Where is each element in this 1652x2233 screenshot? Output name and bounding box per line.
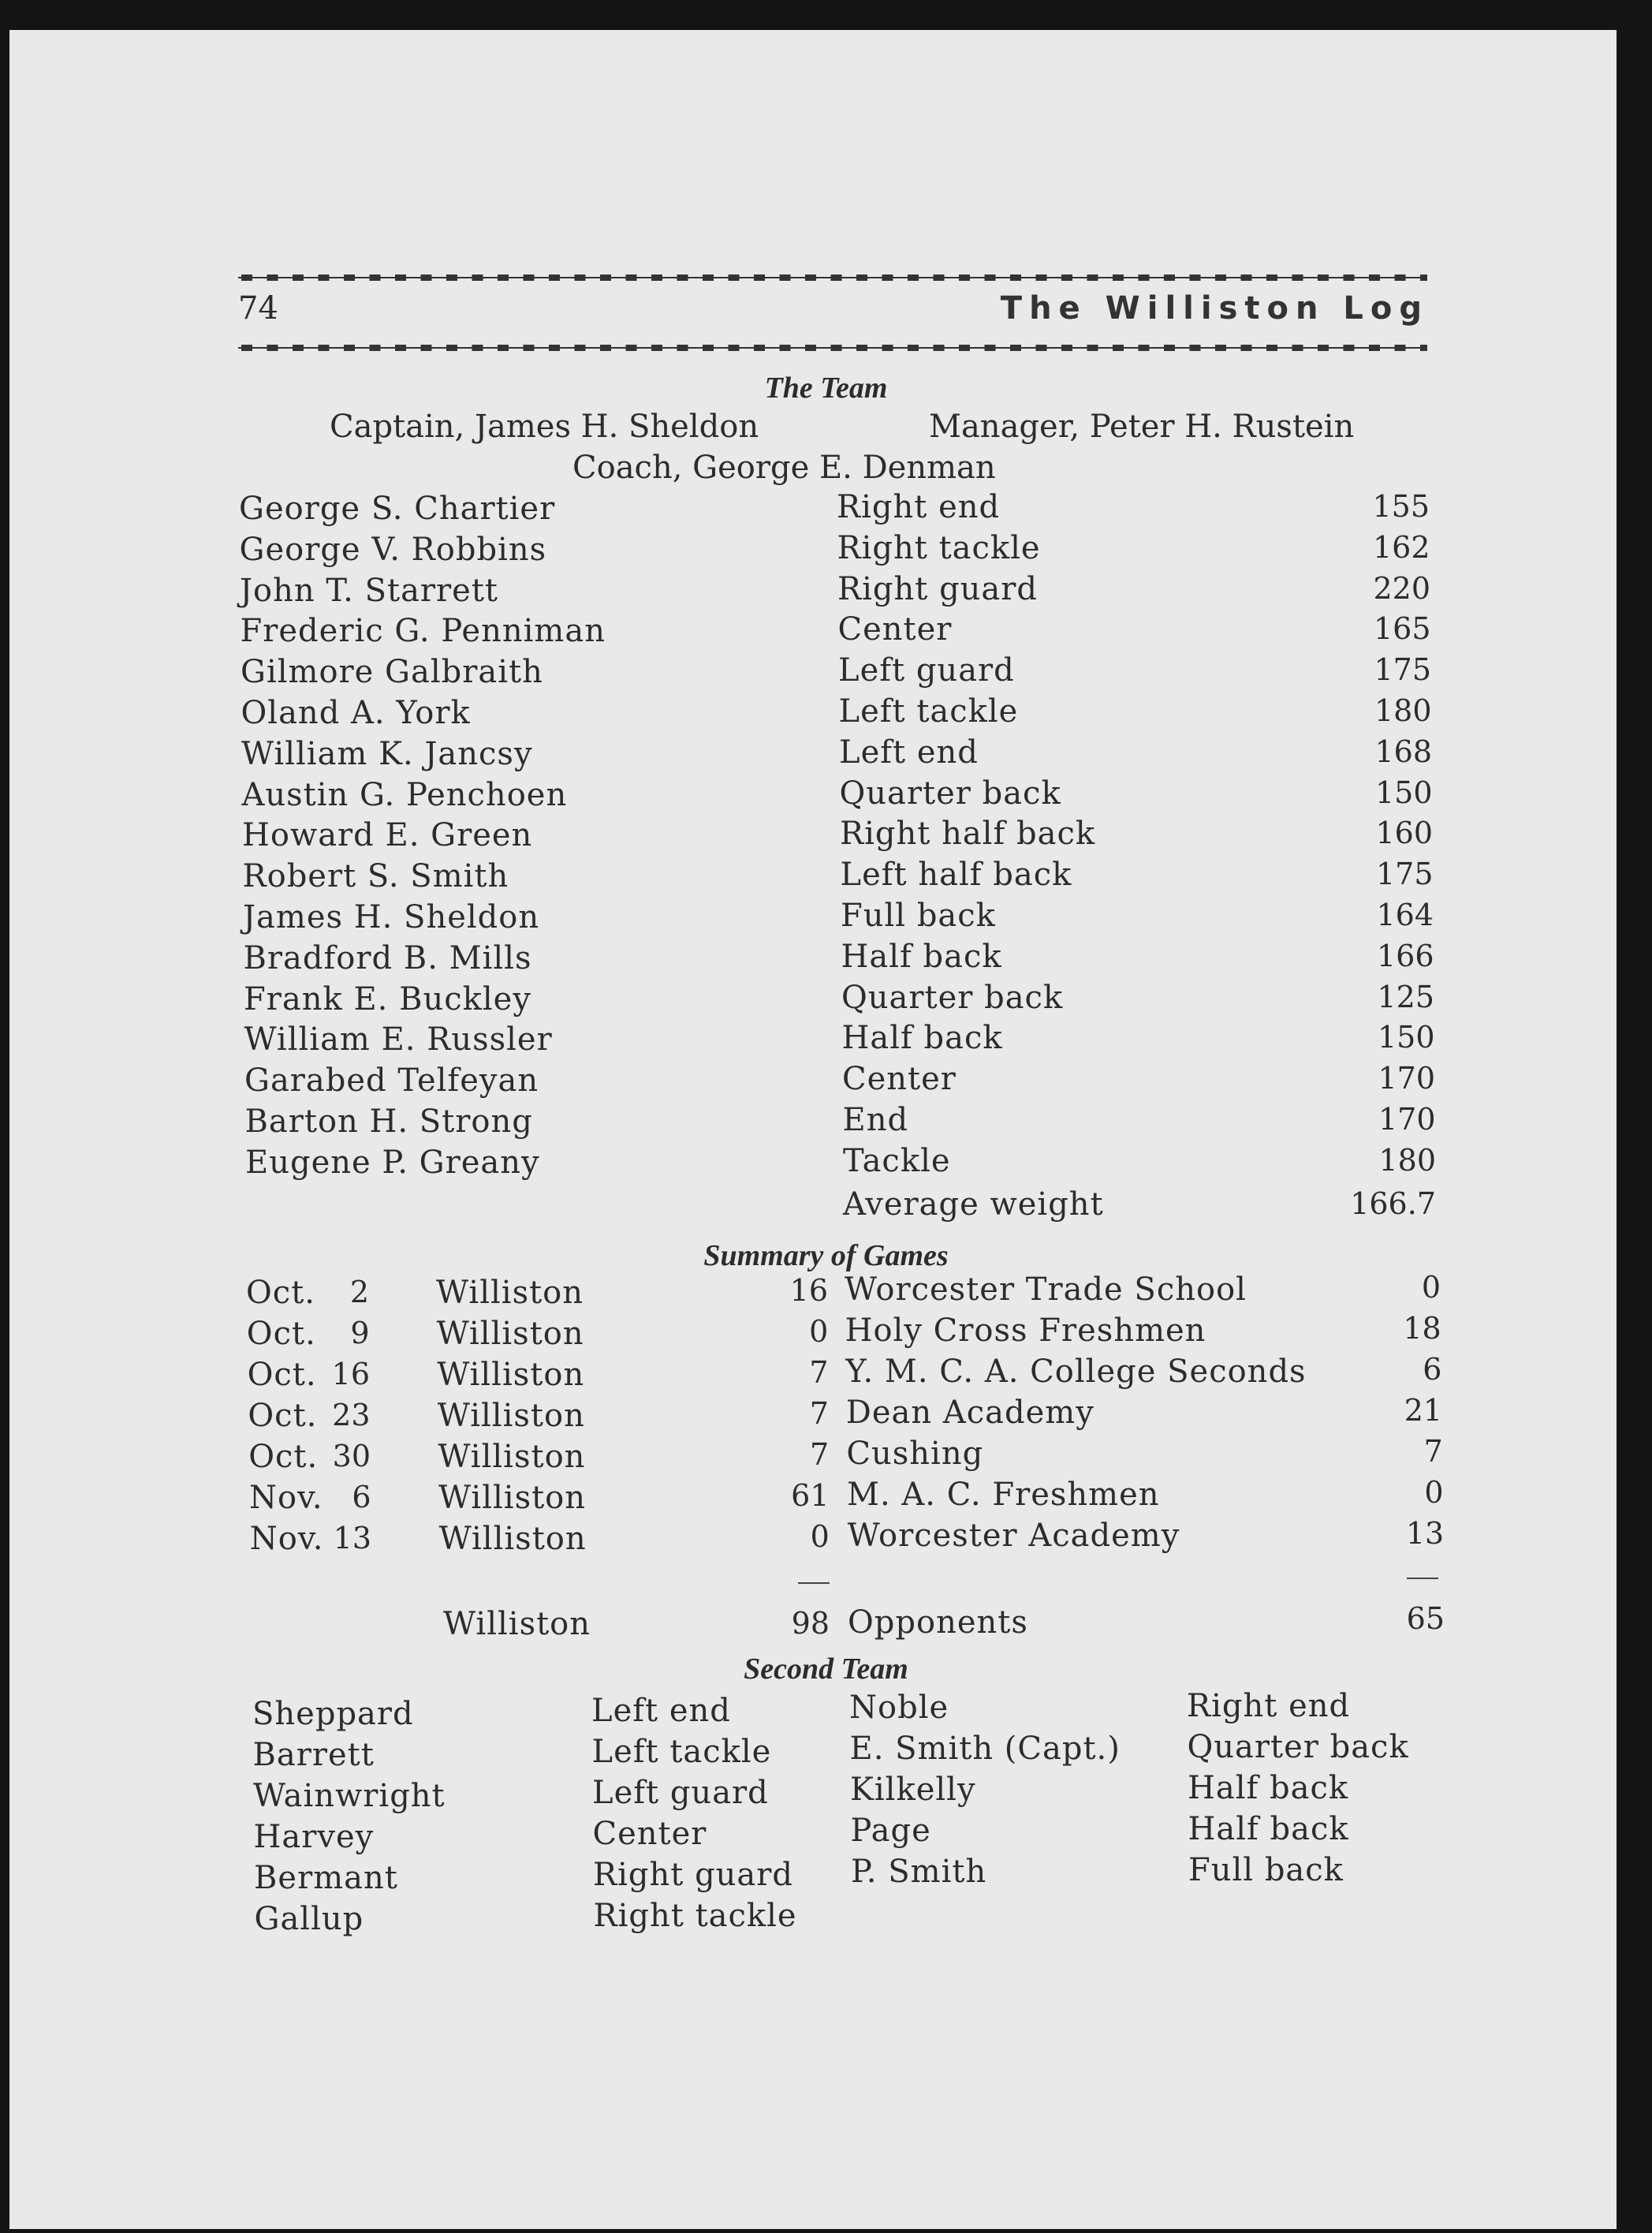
game-day: 30 <box>332 1439 371 1473</box>
game-day: 6 <box>352 1480 371 1514</box>
rule-link <box>1010 274 1021 281</box>
roster-name: Howard E. Green <box>242 817 533 854</box>
rule-link <box>703 345 714 351</box>
game-opponent: Dean Academy <box>845 1395 1094 1431</box>
rule-link <box>1344 274 1355 281</box>
rule-link <box>524 274 535 281</box>
coach-line: Coach, George E. Denman <box>572 450 996 486</box>
second-team-name: Noble <box>849 1690 949 1726</box>
game-opponent: Y. M. C. A. College Seconds <box>845 1354 1307 1390</box>
game-opponent: Cushing <box>846 1436 984 1472</box>
second-team-name: Harvey <box>253 1819 375 1855</box>
chain-rule-graphic <box>238 345 1427 351</box>
game-score: 7 <box>810 1437 830 1472</box>
rule-link <box>549 274 560 281</box>
rule-link <box>1292 345 1303 351</box>
rule-link <box>677 345 688 351</box>
game-team: Williston <box>437 1357 585 1393</box>
roster-weight: 180 <box>1378 1142 1436 1178</box>
rule-link <box>1087 274 1098 281</box>
roster-position: Right end <box>837 489 1001 525</box>
page-number: 74 <box>238 290 278 327</box>
rule-link <box>1318 274 1329 281</box>
roster-weight: 175 <box>1374 652 1431 688</box>
roster-weight: 175 <box>1375 857 1434 892</box>
roster-name: Robert S. Smith <box>242 858 509 895</box>
rule-link <box>856 274 867 281</box>
game-opp-score: 6 <box>1423 1352 1442 1387</box>
rule-link <box>421 345 432 351</box>
rule-link <box>1215 345 1226 351</box>
second-team-name: P. Smith <box>851 1854 987 1890</box>
total-opp-score: 65 <box>1406 1601 1445 1636</box>
roster-weight: 150 <box>1377 1020 1435 1055</box>
game-score: 0 <box>809 1314 829 1349</box>
game-opponent: M. A. C. Freshmen <box>847 1477 1160 1513</box>
rule-link <box>524 345 535 351</box>
rule-link <box>1215 274 1226 281</box>
rule-link <box>780 345 791 351</box>
rule-link <box>1369 274 1380 281</box>
rule-link <box>626 345 637 351</box>
rule-link <box>1344 345 1355 351</box>
rule-link <box>959 345 970 351</box>
rule-link <box>882 274 893 281</box>
summary-title: Summary of Games <box>703 1239 949 1272</box>
game-day: 2 <box>349 1275 369 1309</box>
game-month: Nov. <box>249 1521 324 1557</box>
game-month: Oct. <box>246 1275 315 1311</box>
rule-link <box>549 345 560 351</box>
roster-position: Left end <box>839 734 979 771</box>
roster-position: Right half back <box>840 816 1096 853</box>
game-score: 7 <box>809 1396 829 1431</box>
game-team: Williston <box>438 1439 586 1475</box>
roster-weight: 125 <box>1377 979 1434 1014</box>
rule-link <box>293 274 304 281</box>
page-header <box>238 290 1429 338</box>
roster-name: Oland A. York <box>241 695 471 731</box>
rule-link <box>395 274 406 281</box>
rule-link <box>1266 274 1277 281</box>
roster-weight: 166 <box>1376 938 1434 973</box>
roster-weight: 155 <box>1372 489 1430 524</box>
roster-position: Left tackle <box>838 693 1019 730</box>
game-opp-score: 7 <box>1423 1434 1443 1469</box>
average-weight-label: Average weight <box>843 1186 1104 1223</box>
roster-name: William E. Russler <box>244 1021 553 1059</box>
second-team-position: Center <box>592 1816 707 1852</box>
rule-link <box>600 345 611 351</box>
game-month: Oct. <box>247 1357 317 1393</box>
rule-link <box>934 274 945 281</box>
rule-link <box>1036 345 1047 351</box>
rule-link <box>498 345 509 351</box>
roster-name: Garabed Telfeyan <box>244 1062 539 1100</box>
rule-link <box>498 274 509 281</box>
rule-link <box>241 345 252 351</box>
rule-link <box>575 345 586 351</box>
rule-link <box>651 345 662 351</box>
rule-link <box>1395 274 1406 281</box>
rule-link <box>1113 274 1124 281</box>
rule-link <box>985 274 996 281</box>
total-team: Williston <box>443 1606 591 1642</box>
game-team: Williston <box>437 1398 585 1434</box>
rule-link <box>1241 274 1252 281</box>
rule-link <box>1420 345 1427 351</box>
roster-position: Full back <box>841 898 996 934</box>
rule-link <box>472 345 483 351</box>
rule-link <box>780 274 791 281</box>
second-team-position: Right end <box>1187 1688 1351 1724</box>
roster-position: Left half back <box>840 857 1072 894</box>
rule-link <box>677 274 688 281</box>
game-opp-score: 18 <box>1403 1311 1441 1346</box>
rule-link <box>908 345 919 351</box>
rule-link <box>1139 274 1150 281</box>
roster-name: William K. Jancsy <box>241 735 533 772</box>
second-team-name: Gallup <box>254 1901 364 1937</box>
game-team: Williston <box>438 1480 587 1516</box>
rule-link <box>1241 345 1252 351</box>
game-month: Nov. <box>249 1480 323 1516</box>
rule-link <box>856 345 867 351</box>
second-team-position: Left tackle <box>591 1734 772 1770</box>
second-team-position: Left guard <box>592 1775 769 1811</box>
second-team-title: Second Team <box>744 1652 908 1686</box>
manager-line: Manager, Peter H. Rustein <box>929 409 1355 445</box>
rule-link <box>1164 274 1175 281</box>
chain-rule-graphic <box>238 274 1427 281</box>
rule-link <box>446 274 457 281</box>
rule-link <box>805 274 816 281</box>
captain-line: Captain, James H. Sheldon <box>330 409 759 445</box>
roster-weight: 168 <box>1374 734 1432 769</box>
rule-link <box>1190 345 1201 351</box>
second-team-position: Quarter back <box>1187 1729 1409 1765</box>
second-team-name: Barrett <box>252 1737 375 1773</box>
rule-link <box>1420 274 1427 281</box>
rule-link <box>319 274 330 281</box>
roster-position: Half back <box>841 1020 1003 1057</box>
roster-weight: 162 <box>1372 529 1430 565</box>
game-opponent: Holy Cross Freshmen <box>845 1313 1206 1349</box>
roster-weight: 220 <box>1373 570 1430 606</box>
second-team-position: Half back <box>1188 1770 1349 1806</box>
roster-name: Gilmore Galbraith <box>241 654 543 691</box>
roster-weight: 150 <box>1374 775 1433 810</box>
game-opponent: Worcester Academy <box>847 1518 1180 1554</box>
rule-link <box>1164 345 1175 351</box>
roster-position: End <box>842 1102 909 1138</box>
roster-name: Barton H. Strong <box>244 1103 533 1140</box>
second-team-position: Half back <box>1188 1811 1349 1847</box>
rule-link <box>319 345 330 351</box>
rule-link <box>729 345 740 351</box>
rule-link <box>267 345 278 351</box>
team-title: The Team <box>764 372 888 405</box>
second-team-name: Wainwright <box>253 1778 446 1814</box>
rule-link <box>1010 345 1021 351</box>
rule-link <box>395 345 406 351</box>
header-top-rule <box>238 274 1427 281</box>
game-day: 13 <box>333 1521 371 1555</box>
rule-link <box>1061 345 1072 351</box>
second-team-name: Bermant <box>254 1860 398 1896</box>
roster-name: George V. Robbins <box>239 531 547 568</box>
roster-name: Eugene P. Greany <box>245 1144 540 1181</box>
game-month: Oct. <box>246 1316 316 1352</box>
rule-link <box>908 274 919 281</box>
game-month: Oct. <box>248 1398 318 1434</box>
roster-weight: 170 <box>1378 1061 1435 1096</box>
roster-name: Austin G. Penchoen <box>241 776 568 813</box>
rule-link <box>1318 345 1329 351</box>
rule-link <box>805 345 816 351</box>
second-team-name: Kilkelly <box>850 1772 976 1808</box>
roster-weight: 165 <box>1373 611 1431 647</box>
roster-position: Right tackle <box>837 529 1041 566</box>
roster-weight: 164 <box>1376 898 1434 932</box>
roster-position: Quarter back <box>839 775 1061 812</box>
second-team-name: Page <box>850 1813 931 1849</box>
game-day: 23 <box>332 1398 371 1432</box>
second-team-name: Sheppard <box>252 1696 414 1732</box>
game-score: 16 <box>789 1273 828 1308</box>
header-bottom-rule <box>238 345 1427 351</box>
rule-link <box>1395 345 1406 351</box>
rule-link <box>600 274 611 281</box>
game-score: 0 <box>810 1519 830 1554</box>
roster-name: Frederic G. Penniman <box>240 613 606 650</box>
total-score: 98 <box>791 1606 830 1641</box>
second-team-position: Right guard <box>593 1857 794 1893</box>
rule-link <box>241 274 252 281</box>
rule-link <box>421 274 432 281</box>
rule-link <box>293 345 304 351</box>
rule-link <box>1036 274 1047 281</box>
rule-link <box>1139 345 1150 351</box>
roster-weight: 170 <box>1378 1102 1436 1137</box>
game-opp-score: 21 <box>1404 1393 1443 1428</box>
rule-link <box>831 274 842 281</box>
rule-link <box>1113 345 1124 351</box>
rule-link <box>1061 274 1072 281</box>
second-team-position: Left end <box>591 1693 731 1729</box>
roster-position: Center <box>837 611 953 648</box>
roster-position: Quarter back <box>841 979 1064 1016</box>
roster-name: James H. Sheldon <box>243 899 540 935</box>
rule-link <box>985 345 996 351</box>
game-score: 61 <box>791 1478 830 1513</box>
rule-link <box>703 274 714 281</box>
roster-position: Half back <box>841 938 1002 975</box>
rule-link <box>575 274 586 281</box>
game-team: Williston <box>436 1316 584 1352</box>
game-opp-score: 0 <box>1424 1475 1444 1510</box>
roster-name: Bradford B. Mills <box>243 939 532 976</box>
game-opp-score: 13 <box>1405 1516 1445 1551</box>
rule-link <box>446 345 457 351</box>
roster-position: Left guard <box>838 652 1015 689</box>
game-team: Williston <box>438 1521 587 1557</box>
rule-link <box>1266 345 1277 351</box>
rule-link <box>831 345 842 351</box>
roster-position: Right guard <box>837 570 1039 607</box>
total-opponent: Opponents <box>848 1604 1028 1641</box>
rule-link <box>651 274 662 281</box>
rule-link <box>882 345 893 351</box>
rule-link <box>754 274 765 281</box>
roster-name: George S. Chartier <box>239 491 556 527</box>
rule-link <box>754 345 765 351</box>
rule-link <box>370 274 381 281</box>
roster-weight: 160 <box>1375 816 1433 851</box>
rule-link <box>344 345 355 351</box>
opp-score-total-rule <box>1407 1578 1438 1579</box>
rule-link <box>1292 274 1303 281</box>
rule-link <box>934 345 945 351</box>
roster-name: Frank E. Buckley <box>244 980 531 1018</box>
second-team-name: E. Smith (Capt.) <box>849 1731 1121 1767</box>
roster-position: Center <box>842 1061 957 1098</box>
roster-position: Tackle <box>843 1142 951 1179</box>
rule-link <box>1369 345 1380 351</box>
rule-link <box>959 274 970 281</box>
second-team-position: Full back <box>1188 1852 1344 1888</box>
rule-link <box>626 274 637 281</box>
rule-link <box>472 274 483 281</box>
rule-link <box>1087 345 1098 351</box>
average-weight-value: 166.7 <box>1350 1186 1436 1221</box>
rule-link <box>729 274 740 281</box>
second-team-position: Right tackle <box>593 1898 797 1934</box>
game-month: Oct. <box>248 1439 319 1475</box>
game-day: 9 <box>350 1316 370 1350</box>
roster-weight: 180 <box>1374 693 1432 728</box>
rule-link <box>1190 274 1201 281</box>
game-day: 16 <box>331 1357 370 1391</box>
game-score: 7 <box>809 1355 829 1390</box>
game-opp-score: 0 <box>1421 1270 1441 1305</box>
game-team: Williston <box>436 1275 584 1311</box>
rule-link <box>344 274 355 281</box>
roster-name: John T. Starrett <box>240 572 498 609</box>
rule-link <box>267 274 278 281</box>
running-title: The Williston Log <box>1000 290 1429 327</box>
game-opponent: Worcester Trade School <box>845 1271 1247 1308</box>
score-total-rule <box>798 1582 830 1584</box>
rule-link <box>370 345 381 351</box>
